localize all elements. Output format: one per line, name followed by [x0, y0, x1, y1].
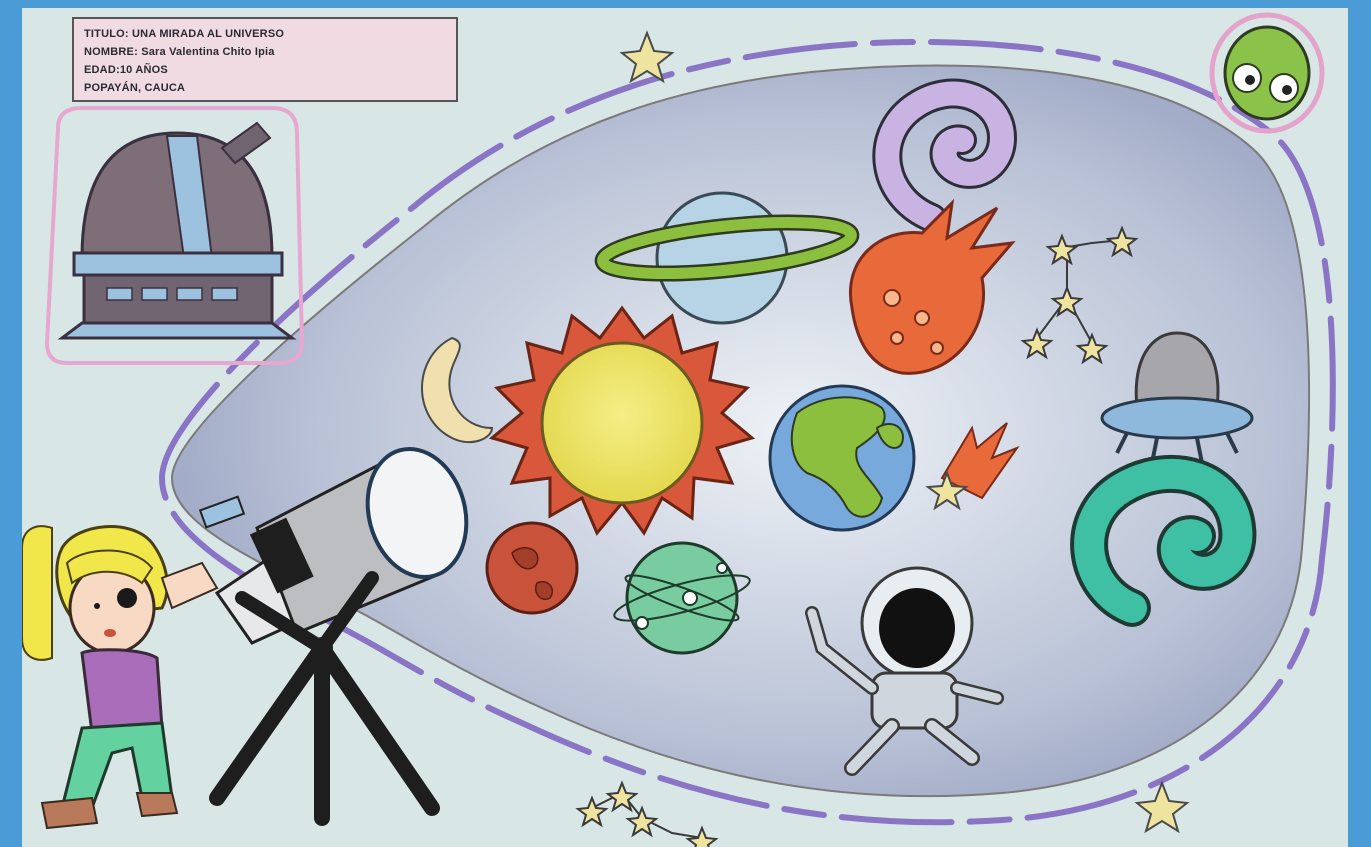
observatory-icon — [47, 108, 302, 363]
bottom-constellation-icon — [578, 783, 716, 847]
star-bottom-right-icon — [1137, 783, 1187, 831]
drawing-canvas — [22, 8, 1348, 847]
paper-sheet — [22, 8, 1348, 847]
earth-icon — [770, 386, 914, 530]
place-line: POPAYÁN, CAUCA — [84, 82, 186, 94]
title-label-card — [72, 17, 458, 102]
alien-icon — [1212, 15, 1322, 131]
title-line: TITULO: UNA MIRADA AL UNIVERSO — [84, 28, 285, 40]
name-line: NOMBRE: Sara Valentina Chito Ipia — [84, 46, 275, 58]
girl-character-icon — [22, 526, 217, 828]
age-line: EDAD:10 AÑOS — [84, 64, 168, 76]
mars-icon — [487, 523, 577, 613]
